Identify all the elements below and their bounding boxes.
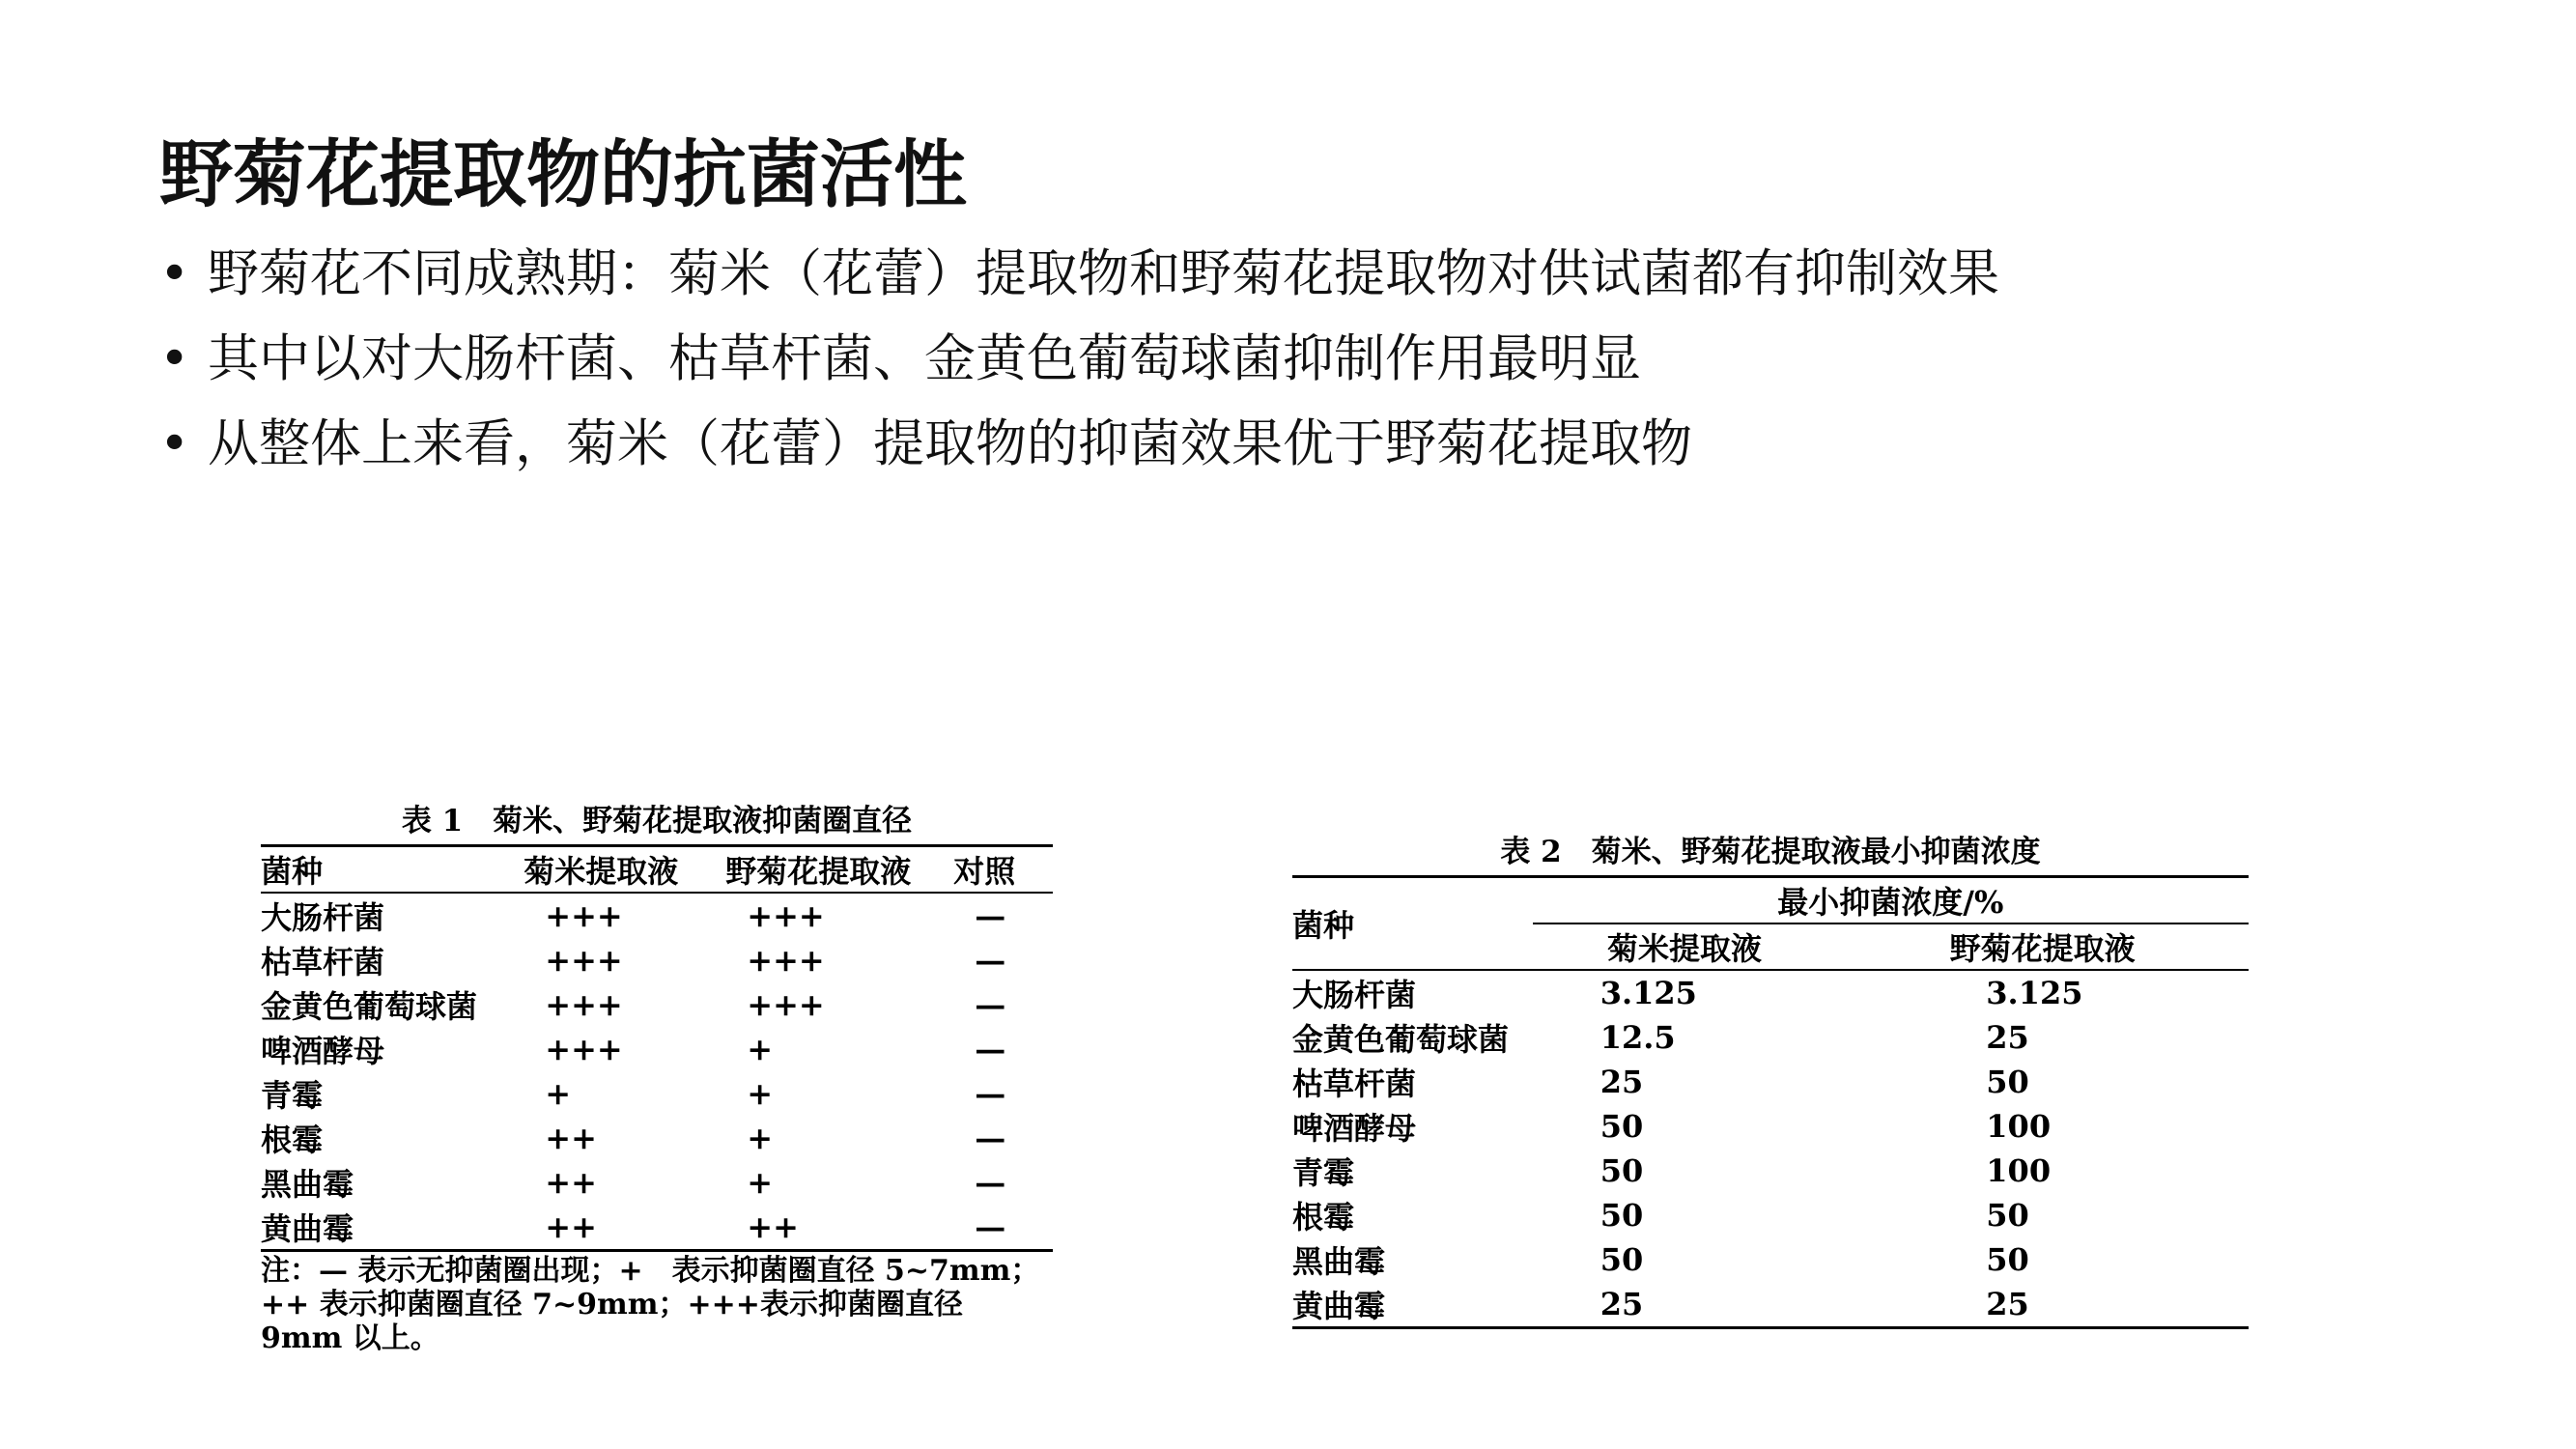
- table1-cell: +: [747, 1120, 774, 1156]
- table2-subheader: 菊米提取液: [1606, 930, 1762, 967]
- bullet-dot: •: [159, 244, 190, 303]
- table2-row: [1292, 1149, 2249, 1193]
- table2-cell: 25: [1599, 1286, 1644, 1322]
- table2-cell: 3.125: [1986, 975, 2083, 1011]
- table2-cell: 50: [1599, 1241, 1644, 1278]
- table1-row: [261, 1116, 1053, 1160]
- bullet-dot: •: [159, 329, 190, 388]
- table1-cell: 黑曲霉: [261, 1166, 354, 1203]
- table1-cell: —: [975, 1164, 1006, 1201]
- table1-cell: —: [975, 1120, 1006, 1156]
- table2-row: [1292, 1237, 2249, 1282]
- table1-cell: ++: [545, 1208, 597, 1245]
- table2-row: [1292, 1282, 2249, 1328]
- table2-cell: 50: [1986, 1064, 2029, 1100]
- table2-row: [1292, 970, 2249, 1015]
- table1-row: [261, 938, 1053, 982]
- table2-cell: 枯草杆菌: [1292, 1065, 1417, 1102]
- table2-cell: 25: [1986, 1019, 2029, 1056]
- table1-cell: 枯草杆菌: [261, 944, 385, 980]
- table1-cell: —: [975, 942, 1006, 979]
- table2-species-header: 菌种: [1292, 907, 1355, 944]
- table2-cell: 25: [1599, 1064, 1644, 1100]
- table1-cell: ++: [545, 1120, 597, 1156]
- slide-title: 野菊花提取物的抗菌活性: [159, 131, 967, 217]
- table2-cell: 50: [1599, 1152, 1644, 1189]
- table2-cell: 50: [1986, 1197, 2029, 1234]
- table1-cell: 金黄色葡萄球菌: [261, 988, 478, 1025]
- table1-cell: —: [975, 1208, 1006, 1245]
- table1-body: [261, 893, 1053, 1251]
- table2-cell: 100: [1986, 1152, 2052, 1189]
- table1-caption: 表 1 菊米、野菊花提取液抑菌圈直径: [401, 804, 913, 838]
- table1-cell: —: [975, 897, 1006, 934]
- table2-cell: 100: [1986, 1108, 2052, 1145]
- table2-cell: 25: [1986, 1286, 2029, 1322]
- table2-cell: 3.125: [1599, 975, 1697, 1011]
- table1-row: [261, 1071, 1053, 1116]
- table1-header: 菌种: [261, 853, 324, 890]
- table1-row: [261, 1027, 1053, 1071]
- table2-group-header: 最小抑菌浓度/%: [1533, 877, 2249, 924]
- table2-cell: 50: [1599, 1197, 1644, 1234]
- table2-cell: 黑曲霉: [1292, 1243, 1386, 1280]
- table2-cell: 金黄色葡萄球菌: [1292, 1021, 1510, 1058]
- bullet-list: [159, 232, 1999, 487]
- table1-cell: +++: [747, 897, 825, 934]
- table2-cell: 啤酒酵母: [1292, 1110, 1417, 1147]
- table1-header: 对照: [953, 853, 1016, 890]
- table1-cell: 根霉: [261, 1122, 324, 1158]
- table2-header-row: [1292, 877, 2249, 924]
- table1-cell: +: [545, 1075, 572, 1112]
- table1-cell: 黄曲霉: [261, 1210, 354, 1247]
- table1-cell: ++: [545, 1164, 597, 1201]
- table1-cell: +: [747, 1075, 774, 1112]
- table2-row: [1292, 1015, 2249, 1060]
- table1-note: 注：— 表示无抑菌圈出现；+ 表示抑菌圈直径 5~7mm；++ 表示抑菌圈直径 7~9mm；+++表示抑菌圈直径 9mm 以上。: [261, 1254, 1040, 1355]
- table2-cell: 12.5: [1599, 1019, 1676, 1056]
- table1-row: [261, 1205, 1053, 1251]
- table1-cell: +++: [747, 986, 825, 1023]
- table1-cell: +: [747, 1164, 774, 1201]
- table2-cell: 大肠杆菌: [1292, 977, 1417, 1013]
- table1-figure: [261, 798, 1053, 1355]
- table2-row: [1292, 1060, 2249, 1104]
- table2-subheader: 野菊花提取液: [1949, 930, 2136, 967]
- bullet-item: [159, 402, 1999, 487]
- bullet-text: 野菊花不同成熟期：菊米（花蕾）提取物和野菊花提取物对供试菌都有抑制效果: [208, 244, 1999, 303]
- table2-body: [1292, 970, 2249, 1328]
- table1-cell: —: [975, 986, 1006, 1023]
- table1-row: [261, 893, 1053, 938]
- table2-cell: 根霉: [1292, 1199, 1355, 1236]
- table2-caption: 表 2 菊米、野菊花提取液最小抑菌浓度: [1500, 835, 2041, 869]
- table1-cell: 啤酒酵母: [261, 1033, 385, 1069]
- table2-figure: [1292, 829, 2249, 1329]
- table2-cell: 黄曲霉: [1292, 1288, 1386, 1324]
- table1-cell: +++: [545, 897, 623, 934]
- bullet-text: 其中以对大肠杆菌、枯草杆菌、金黄色葡萄球菌抑制作用最明显: [208, 329, 1641, 388]
- table1-header: 野菊花提取液: [725, 853, 912, 890]
- table1-cell: +++: [545, 942, 623, 979]
- table1-header: 菊米提取液: [524, 853, 679, 890]
- table1-header-row: [261, 846, 1053, 894]
- table2-row: [1292, 1104, 2249, 1149]
- table1-row: [261, 982, 1053, 1027]
- table1-cell: 大肠杆菌: [261, 899, 385, 936]
- table1-cell: —: [975, 1031, 1006, 1067]
- table2: [1292, 875, 2249, 1329]
- bullet-dot: •: [159, 414, 190, 473]
- table1-cell: ++: [747, 1208, 799, 1245]
- table1-cell: +++: [545, 1031, 623, 1067]
- bullet-item: [159, 317, 1999, 402]
- bullet-text: 从整体上来看，菊米（花蕾）提取物的抑菌效果优于野菊花提取物: [208, 414, 1692, 473]
- table2-cell: 50: [1986, 1241, 2029, 1278]
- table1-cell: 青霉: [261, 1077, 324, 1114]
- table2-cell: 青霉: [1292, 1154, 1355, 1191]
- table2-row: [1292, 1193, 2249, 1237]
- table1-cell: +++: [545, 986, 623, 1023]
- table1: [261, 844, 1053, 1252]
- table2-cell: 50: [1599, 1108, 1644, 1145]
- table1-cell: +++: [747, 942, 825, 979]
- table1-cell: +: [747, 1031, 774, 1067]
- table1-row: [261, 1160, 1053, 1205]
- table1-cell: —: [975, 1075, 1006, 1112]
- bullet-item: [159, 232, 1999, 317]
